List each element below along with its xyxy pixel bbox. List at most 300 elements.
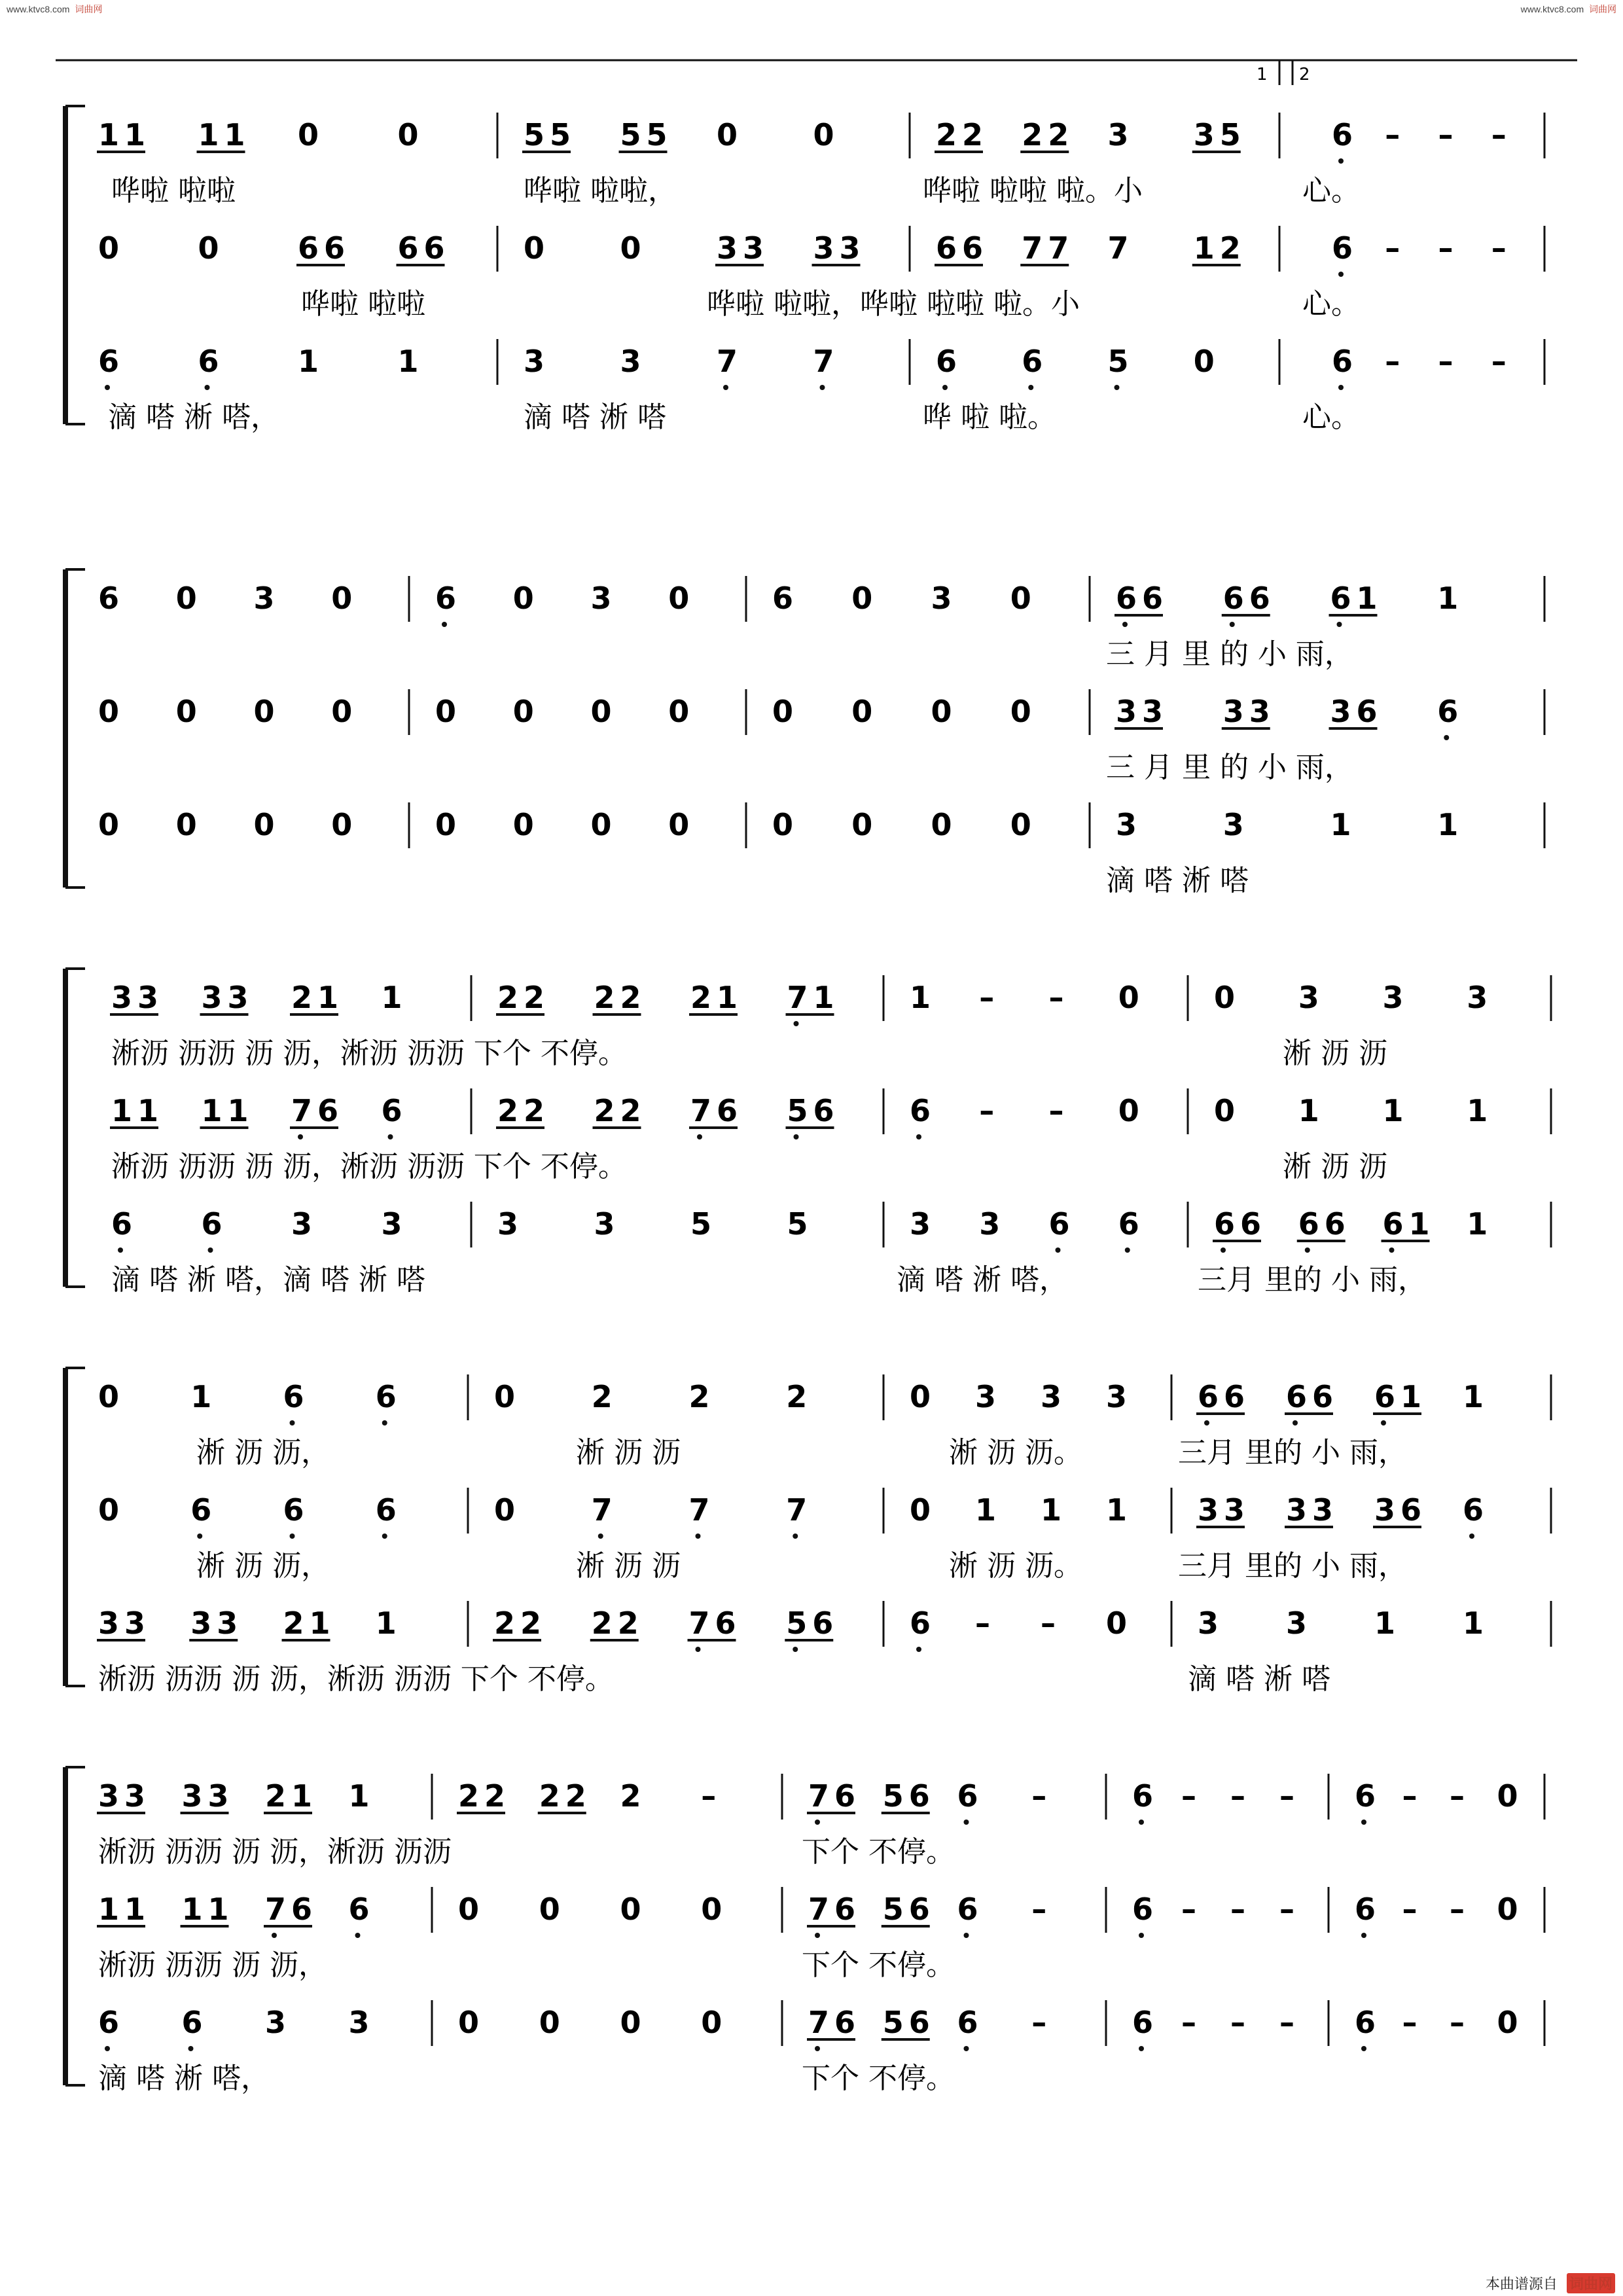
note: 1 — [224, 117, 245, 152]
note: 5 — [550, 117, 571, 152]
low-octave-dot — [272, 1933, 277, 1938]
note: – — [1279, 2005, 1294, 2040]
lyric: 哗啦 啦啦 — [111, 174, 236, 207]
note: 3 — [137, 980, 159, 1015]
note: 1 — [1463, 1379, 1484, 1414]
note: 1 — [98, 117, 120, 152]
header-brand: 词曲网 — [75, 4, 103, 14]
low-octave-dot — [1139, 2046, 1144, 2051]
note: 3 — [1198, 1605, 1219, 1641]
note: 6 — [1198, 1379, 1219, 1414]
note: 3 — [620, 344, 641, 379]
note: 2 — [1048, 117, 1069, 152]
note: 6 — [1312, 1379, 1334, 1414]
note: 3 — [1107, 117, 1129, 152]
note: 3 — [265, 2005, 287, 2040]
lyric: 心。 — [1302, 401, 1360, 434]
note: 3 — [124, 1778, 146, 1814]
low-octave-dot — [382, 1420, 387, 1426]
note: 0 — [772, 694, 794, 729]
note: 6 — [1214, 1206, 1236, 1242]
low-octave-dot — [723, 385, 728, 390]
note: 3 — [1198, 1492, 1219, 1528]
note: 3 — [181, 1778, 203, 1814]
note: 1 — [1041, 1492, 1062, 1528]
note: 0 — [253, 694, 275, 729]
note: 6 — [1286, 1379, 1308, 1414]
note: 6 — [834, 2005, 856, 2040]
note: 2 — [283, 1605, 304, 1641]
note: 6 — [381, 1093, 402, 1128]
note: 6 — [1132, 1778, 1154, 1814]
note: 0 — [175, 807, 197, 842]
note: 2 — [265, 1778, 287, 1814]
note: 3 — [590, 581, 612, 616]
note: 0 — [772, 807, 794, 842]
note: 7 — [813, 344, 834, 379]
note: 6 — [1332, 344, 1353, 379]
note: 1 — [1400, 1379, 1422, 1414]
note: 0 — [620, 230, 641, 266]
note: – — [1230, 2005, 1245, 2040]
note: – — [1450, 2005, 1465, 2040]
note: 7 — [717, 344, 738, 379]
note: 1 — [1467, 1093, 1488, 1128]
volta-1: 1 — [1257, 65, 1268, 84]
header-brand-right: 词曲网 — [1589, 4, 1616, 14]
note: 0 — [620, 1892, 641, 1927]
note: 6 — [283, 1379, 304, 1414]
note: 0 — [931, 807, 952, 842]
note: 1 — [1463, 1605, 1484, 1641]
low-octave-dot — [964, 1933, 969, 1938]
note: 5 — [1219, 117, 1241, 152]
low-octave-dot — [1204, 1420, 1209, 1426]
note: 3 — [1286, 1492, 1308, 1528]
low-octave-dot — [1125, 1247, 1130, 1253]
note: 3 — [1041, 1379, 1062, 1414]
note: 3 — [111, 980, 133, 1015]
note: 0 — [331, 694, 353, 729]
note: 3 — [1467, 980, 1488, 1015]
volta-2: 2 — [1299, 65, 1310, 84]
note: 7 — [786, 1492, 808, 1528]
low-octave-dot — [1028, 385, 1033, 390]
lyric: 滴 嗒 淅 嗒，滴 嗒 淅 嗒 — [111, 1263, 425, 1297]
low-octave-dot — [598, 1534, 603, 1539]
note: 6 — [98, 344, 120, 379]
note: 0 — [512, 581, 534, 616]
note: – — [1279, 1778, 1294, 1814]
low-octave-dot — [815, 1820, 820, 1825]
low-octave-dot — [793, 1534, 798, 1539]
note: 3 — [98, 1778, 120, 1814]
note: 6 — [397, 230, 419, 266]
note: 6 — [423, 230, 445, 266]
note: 2 — [591, 1605, 613, 1641]
low-octave-dot — [820, 385, 825, 390]
note: 6 — [111, 1206, 133, 1242]
note: 1 — [813, 980, 834, 1015]
note: 0 — [539, 1892, 560, 1927]
note: 1 — [1106, 1492, 1128, 1528]
note: 0 — [701, 2005, 722, 2040]
note: – — [1385, 230, 1400, 266]
note: – — [975, 1605, 990, 1641]
note: 6 — [834, 1892, 856, 1927]
note: 6 — [1132, 1892, 1154, 1927]
note: 6 — [1240, 1206, 1262, 1242]
note: 0 — [620, 2005, 641, 2040]
note: 0 — [1193, 344, 1215, 379]
note: 2 — [524, 1093, 545, 1128]
note: – — [1031, 1778, 1047, 1814]
note: 0 — [590, 694, 612, 729]
note: 3 — [931, 581, 952, 616]
note: 1 — [124, 1892, 146, 1927]
low-octave-dot — [290, 1534, 295, 1539]
lyric: 心。 — [1302, 287, 1360, 321]
note: 5 — [787, 1093, 808, 1128]
note: 6 — [1298, 1206, 1319, 1242]
note: 3 — [381, 1206, 402, 1242]
note: 3 — [348, 2005, 370, 2040]
note: 6 — [1118, 1206, 1139, 1242]
note: 6 — [962, 230, 984, 266]
lyric: 滴 嗒 淅 嗒 — [1106, 864, 1249, 897]
note: 0 — [1497, 2005, 1518, 2040]
note: 2 — [591, 1379, 613, 1414]
note: 0 — [175, 694, 197, 729]
note: 0 — [175, 581, 197, 616]
low-octave-dot — [815, 2046, 820, 2051]
note: 6 — [198, 344, 219, 379]
note: 1 — [381, 980, 402, 1015]
note: 0 — [910, 1492, 931, 1528]
note: – — [979, 1093, 995, 1128]
low-octave-dot — [942, 385, 948, 390]
lyric: 三月 里的 小 雨， — [1198, 1263, 1427, 1297]
low-octave-dot — [290, 1420, 295, 1426]
low-octave-dot — [105, 2046, 110, 2051]
note: 6 — [317, 1093, 339, 1128]
note: 0 — [1497, 1778, 1518, 1814]
note: 1 — [910, 980, 931, 1015]
lyric: 哗啦 啦啦 — [301, 287, 425, 321]
low-octave-dot — [1221, 1247, 1226, 1253]
note: 6 — [1224, 1379, 1245, 1414]
note: 3 — [253, 581, 275, 616]
note: 6 — [1116, 581, 1137, 616]
note: 2 — [617, 1605, 639, 1641]
note: 6 — [1330, 581, 1351, 616]
note: 2 — [497, 1093, 519, 1128]
note: 0 — [813, 117, 834, 152]
note: 3 — [1330, 694, 1351, 729]
low-octave-dot — [815, 1933, 820, 1938]
note: 6 — [1355, 2005, 1376, 2040]
lyric: 三月 里的 小 雨， — [1178, 1549, 1407, 1583]
lyric: 滴 嗒 淅 嗒 — [524, 401, 666, 434]
low-octave-dot — [1389, 1247, 1395, 1253]
lyric: 淅 沥 沥， — [196, 1549, 330, 1583]
header-site: www.ktvc8.com — [7, 4, 70, 14]
note: 0 — [1214, 1093, 1236, 1128]
note: 1 — [397, 344, 419, 379]
low-octave-dot — [1305, 1247, 1310, 1253]
note: – — [1048, 1093, 1064, 1128]
note: 2 — [291, 980, 313, 1015]
note: 7 — [808, 2005, 830, 2040]
note: 7 — [808, 1892, 830, 1927]
note: 6 — [298, 230, 319, 266]
note: 6 — [1132, 2005, 1154, 2040]
note: 6 — [348, 1892, 370, 1927]
note: 1 — [190, 1379, 212, 1414]
lyric: 三 月 里 的 小 雨， — [1106, 751, 1353, 784]
note: 1 — [111, 1093, 133, 1128]
note: – — [1402, 1892, 1418, 1927]
low-octave-dot — [1361, 1820, 1366, 1825]
note: 0 — [98, 694, 120, 729]
note: 7 — [808, 1778, 830, 1814]
note: 1 — [1330, 807, 1351, 842]
note: 2 — [565, 1778, 586, 1814]
note: 3 — [1298, 980, 1319, 1015]
note: 0 — [668, 807, 690, 842]
note: 7 — [688, 1492, 710, 1528]
note: 0 — [253, 807, 275, 842]
note: 0 — [539, 2005, 560, 2040]
note: 0 — [1106, 1605, 1128, 1641]
note: 1 — [375, 1605, 397, 1641]
note: – — [1031, 1892, 1047, 1927]
lyric: 淅 沥 沥 — [1283, 1150, 1387, 1183]
lyric: 三月 里的 小 雨， — [1178, 1436, 1407, 1469]
note: 6 — [1356, 694, 1378, 729]
note: – — [1402, 2005, 1418, 2040]
note: 6 — [812, 1605, 834, 1641]
note: 3 — [1142, 694, 1164, 729]
note: 6 — [1463, 1492, 1484, 1528]
note: 2 — [620, 980, 641, 1015]
note: 1 — [1467, 1206, 1488, 1242]
note: 5 — [882, 2005, 904, 2040]
lyric: 滴 嗒 淅 嗒， — [98, 2062, 270, 2095]
note: – — [1230, 1892, 1245, 1927]
note: 7 — [1022, 230, 1043, 266]
low-octave-dot — [118, 1247, 123, 1253]
note: 7 — [265, 1892, 287, 1927]
low-octave-dot — [1469, 1534, 1474, 1539]
note: 0 — [298, 117, 319, 152]
note: 3 — [1116, 694, 1137, 729]
note: 1 — [1437, 807, 1459, 842]
lyric: 三 月 里 的 小 雨， — [1106, 637, 1353, 671]
note: 3 — [839, 230, 861, 266]
note: 3 — [979, 1206, 1001, 1242]
note: 0 — [435, 807, 457, 842]
note: 0 — [524, 230, 545, 266]
low-octave-dot — [1230, 622, 1235, 627]
note: – — [1450, 1778, 1465, 1814]
note: 3 — [910, 1206, 931, 1242]
low-octave-dot — [1361, 1933, 1366, 1938]
note: 0 — [590, 807, 612, 842]
note: 6 — [375, 1379, 397, 1414]
note: 6 — [717, 1093, 738, 1128]
footer-brand: 词曲网 — [1567, 2273, 1615, 2293]
note: 0 — [1010, 807, 1031, 842]
low-octave-dot — [696, 1534, 701, 1539]
note: 0 — [512, 694, 534, 729]
note: 0 — [668, 694, 690, 729]
note: 0 — [910, 1379, 931, 1414]
footer — [1486, 2273, 1615, 2293]
note: 3 — [1193, 117, 1215, 152]
low-octave-dot — [793, 1647, 798, 1652]
footer-tag: 本曲谱源自 — [1485, 2276, 1558, 2292]
note: 6 — [283, 1492, 304, 1528]
note: 1 — [717, 980, 738, 1015]
lyric: 淅沥 沥沥 沥 沥，淅沥 沥沥 下个 不停。 — [111, 1037, 627, 1070]
note: 0 — [198, 230, 219, 266]
note: 0 — [717, 117, 738, 152]
note: 5 — [882, 1892, 904, 1927]
note: – — [701, 1778, 717, 1814]
low-octave-dot — [696, 1647, 701, 1652]
note: 3 — [201, 980, 223, 1015]
note: 2 — [690, 980, 712, 1015]
note: – — [1491, 117, 1507, 152]
note: 0 — [512, 807, 534, 842]
low-octave-dot — [964, 1820, 969, 1825]
note: 5 — [690, 1206, 712, 1242]
low-octave-dot — [1338, 158, 1344, 164]
note: 5 — [1107, 344, 1129, 379]
note: 3 — [291, 1206, 313, 1242]
note: 3 — [1106, 1379, 1128, 1414]
lyric: 哗 啦 啦。 — [923, 401, 1056, 434]
low-octave-dot — [697, 1134, 702, 1139]
note: 6 — [908, 1892, 930, 1927]
note: 6 — [772, 581, 794, 616]
note: 3 — [1286, 1605, 1308, 1641]
note: 6 — [1355, 1778, 1376, 1814]
note: – — [1048, 980, 1064, 1015]
note: 6 — [1222, 581, 1244, 616]
note: 0 — [1010, 694, 1031, 729]
note: 3 — [743, 230, 764, 266]
note: 2 — [497, 980, 519, 1015]
note: 6 — [1048, 1206, 1070, 1242]
note: 5 — [786, 1605, 808, 1641]
lyric: 淅沥 沥沥 沥 沥，淅沥 沥沥 下个 不停。 — [111, 1150, 627, 1183]
low-octave-dot — [794, 1021, 799, 1026]
note: – — [1181, 1778, 1196, 1814]
note: 6 — [291, 1892, 313, 1927]
note: 2 — [1219, 230, 1241, 266]
note: – — [1402, 1778, 1418, 1814]
note: 6 — [1324, 1206, 1346, 1242]
note: 3 — [1249, 694, 1270, 729]
lyric: 下个 不停。 — [802, 1835, 955, 1869]
lyric: 淅沥 沥沥 沥 沥，淅沥 沥沥 — [98, 1835, 452, 1869]
low-octave-dot — [442, 622, 447, 627]
note: 3 — [190, 1605, 212, 1641]
note: 1 — [1356, 581, 1378, 616]
note: 3 — [1116, 807, 1137, 842]
note: 0 — [331, 807, 353, 842]
note: 7 — [1048, 230, 1069, 266]
note: 2 — [620, 1778, 641, 1814]
note: 3 — [497, 1206, 519, 1242]
note: 6 — [375, 1492, 397, 1528]
low-octave-dot — [1337, 622, 1342, 627]
note: – — [1031, 2005, 1047, 2040]
note: 6 — [936, 230, 957, 266]
low-octave-dot — [188, 2046, 194, 2051]
lyric: 淅 沥 沥。 — [949, 1436, 1082, 1469]
note: 3 — [207, 1778, 229, 1814]
low-octave-dot — [1444, 735, 1449, 740]
low-octave-dot — [794, 1134, 799, 1139]
note: 6 — [1142, 581, 1164, 616]
note: 0 — [435, 694, 457, 729]
note: 1 — [291, 1778, 313, 1814]
low-octave-dot — [205, 385, 210, 390]
note: 0 — [458, 2005, 480, 2040]
note: 7 — [688, 1605, 710, 1641]
note: 7 — [690, 1093, 712, 1128]
note: 3 — [98, 1605, 120, 1641]
low-octave-dot — [355, 1933, 361, 1938]
note: – — [1438, 230, 1454, 266]
low-octave-dot — [916, 1134, 921, 1139]
low-octave-dot — [1293, 1420, 1298, 1426]
note: 3 — [1222, 807, 1244, 842]
note: 1 — [1298, 1093, 1319, 1128]
low-octave-dot — [1381, 1420, 1386, 1426]
note: 6 — [813, 1093, 834, 1128]
lyric: 下个 不停。 — [802, 2062, 955, 2095]
note: 1 — [124, 117, 146, 152]
note: 0 — [1118, 980, 1139, 1015]
note: 3 — [975, 1379, 997, 1414]
note: 1 — [1193, 230, 1215, 266]
note: – — [979, 980, 995, 1015]
note: 5 — [787, 1206, 808, 1242]
note: 6 — [910, 1605, 931, 1641]
low-octave-dot — [1056, 1247, 1061, 1253]
note: – — [1438, 117, 1454, 152]
note: 5 — [646, 117, 668, 152]
low-octave-dot — [208, 1247, 213, 1253]
note: – — [1181, 1892, 1196, 1927]
lyric: 哗啦 啦啦，哗啦 啦啦 啦。小 — [707, 287, 1080, 321]
lyric: 淅 沥 沥 — [1283, 1037, 1387, 1070]
note: – — [1450, 1892, 1465, 1927]
note: 1 — [98, 1892, 120, 1927]
lyric: 哗啦 啦啦， — [524, 174, 677, 207]
note: 6 — [715, 1605, 736, 1641]
note: 0 — [397, 117, 419, 152]
low-octave-dot — [388, 1134, 393, 1139]
note: 6 — [957, 2005, 978, 2040]
note: 6 — [435, 581, 457, 616]
note: – — [1041, 1605, 1056, 1641]
note: 7 — [1107, 230, 1129, 266]
